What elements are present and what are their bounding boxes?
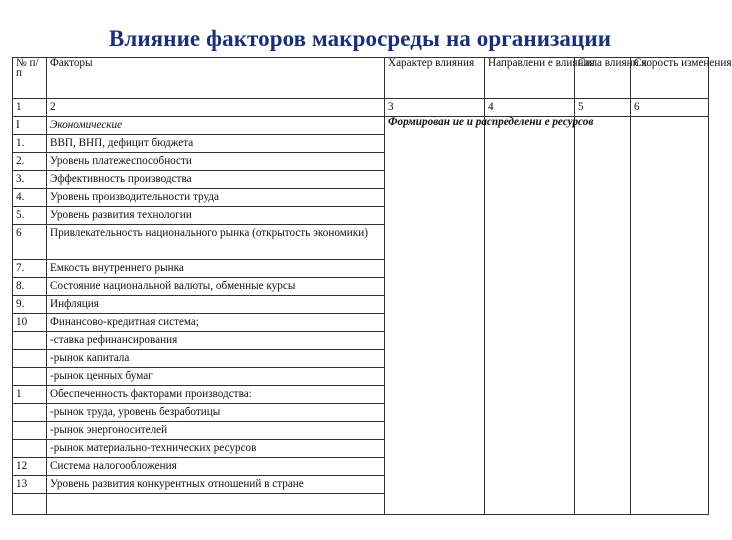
numbering-cell: 5 bbox=[575, 99, 631, 117]
direction-cell bbox=[485, 117, 575, 515]
row-number: 3. bbox=[13, 171, 47, 189]
row-number: 5. bbox=[13, 207, 47, 225]
row-factor: Уровень развития технологии bbox=[47, 207, 385, 225]
row-factor: Обеспеченность факторами производства: bbox=[47, 386, 385, 404]
row-factor: Инфляция bbox=[47, 296, 385, 314]
header-influence-character: Характер влияния bbox=[385, 58, 485, 99]
row-factor: -рынок капитала bbox=[47, 350, 385, 368]
row-number bbox=[13, 440, 47, 458]
row-number: 7. bbox=[13, 260, 47, 278]
numbering-cell: 1 bbox=[13, 99, 47, 117]
row-factor: -рынок материально-технических ресурсов bbox=[47, 440, 385, 458]
speed-cell bbox=[631, 117, 709, 515]
row-number bbox=[13, 494, 47, 515]
row-factor: Система налогообложения bbox=[47, 458, 385, 476]
row-factor: Финансово-кредитная система; bbox=[47, 314, 385, 332]
row-number: 1. bbox=[13, 135, 47, 153]
header-number: № п/п bbox=[13, 58, 47, 99]
row-factor: -рынок энергоносителей bbox=[47, 422, 385, 440]
header-influence-direction: Направлени е влияния bbox=[485, 58, 575, 99]
row-number: 13 bbox=[13, 476, 47, 494]
row-factor: -рынок труда, уровень безработицы bbox=[47, 404, 385, 422]
row-number bbox=[13, 350, 47, 368]
row-number: 12 bbox=[13, 458, 47, 476]
section-number: I bbox=[13, 117, 47, 135]
row-factor: -рынок ценных бумаг bbox=[47, 368, 385, 386]
influence-note: Формирован ие и распределени е ресурсов bbox=[385, 117, 485, 515]
row-number: 8. bbox=[13, 278, 47, 296]
row-number: 2. bbox=[13, 153, 47, 171]
numbering-cell: 3 bbox=[385, 99, 485, 117]
factors-table bbox=[12, 57, 732, 515]
row-number: 9. bbox=[13, 296, 47, 314]
row-factor: Состояние национальной валюты, обменные курсы bbox=[47, 278, 385, 296]
numbering-row bbox=[13, 99, 709, 117]
numbering-cell: 6 bbox=[631, 99, 709, 117]
row-number bbox=[13, 332, 47, 350]
row-number bbox=[13, 368, 47, 386]
numbering-cell: 4 bbox=[485, 99, 575, 117]
row-number bbox=[13, 404, 47, 422]
section-label: Экономические bbox=[47, 117, 385, 135]
section-row bbox=[13, 117, 709, 135]
numbering-cell: 2 bbox=[47, 99, 385, 117]
row-factor: ВВП, ВНП, дефицит бюджета bbox=[47, 135, 385, 153]
row-number: 6 bbox=[13, 225, 47, 260]
row-factor: Эффективность производства bbox=[47, 171, 385, 189]
header-change-speed: Скорость изменения bbox=[631, 58, 709, 99]
row-factor: Уровень развития конкурентных отношений в стране bbox=[47, 476, 385, 494]
row-number: 1 bbox=[13, 386, 47, 404]
row-number: 4. bbox=[13, 189, 47, 207]
table-header-row bbox=[13, 58, 709, 99]
strength-cell bbox=[575, 117, 631, 515]
row-factor: Уровень платежеспособности bbox=[47, 153, 385, 171]
row-factor: Емкость внутреннего рынка bbox=[47, 260, 385, 278]
row-factor: Уровень производительности труда bbox=[47, 189, 385, 207]
row-factor: Привлекательность национального рынка (открытость экономики) bbox=[47, 225, 385, 260]
row-factor bbox=[47, 494, 385, 515]
header-factors: Факторы bbox=[47, 58, 385, 99]
row-factor: -ставка рефинансирования bbox=[47, 332, 385, 350]
header-influence-strength: Сила влияни я bbox=[575, 58, 631, 99]
page-title: Влияние факторов макросреды на организации bbox=[108, 26, 612, 51]
row-number bbox=[13, 422, 47, 440]
row-number: 10 bbox=[13, 314, 47, 332]
